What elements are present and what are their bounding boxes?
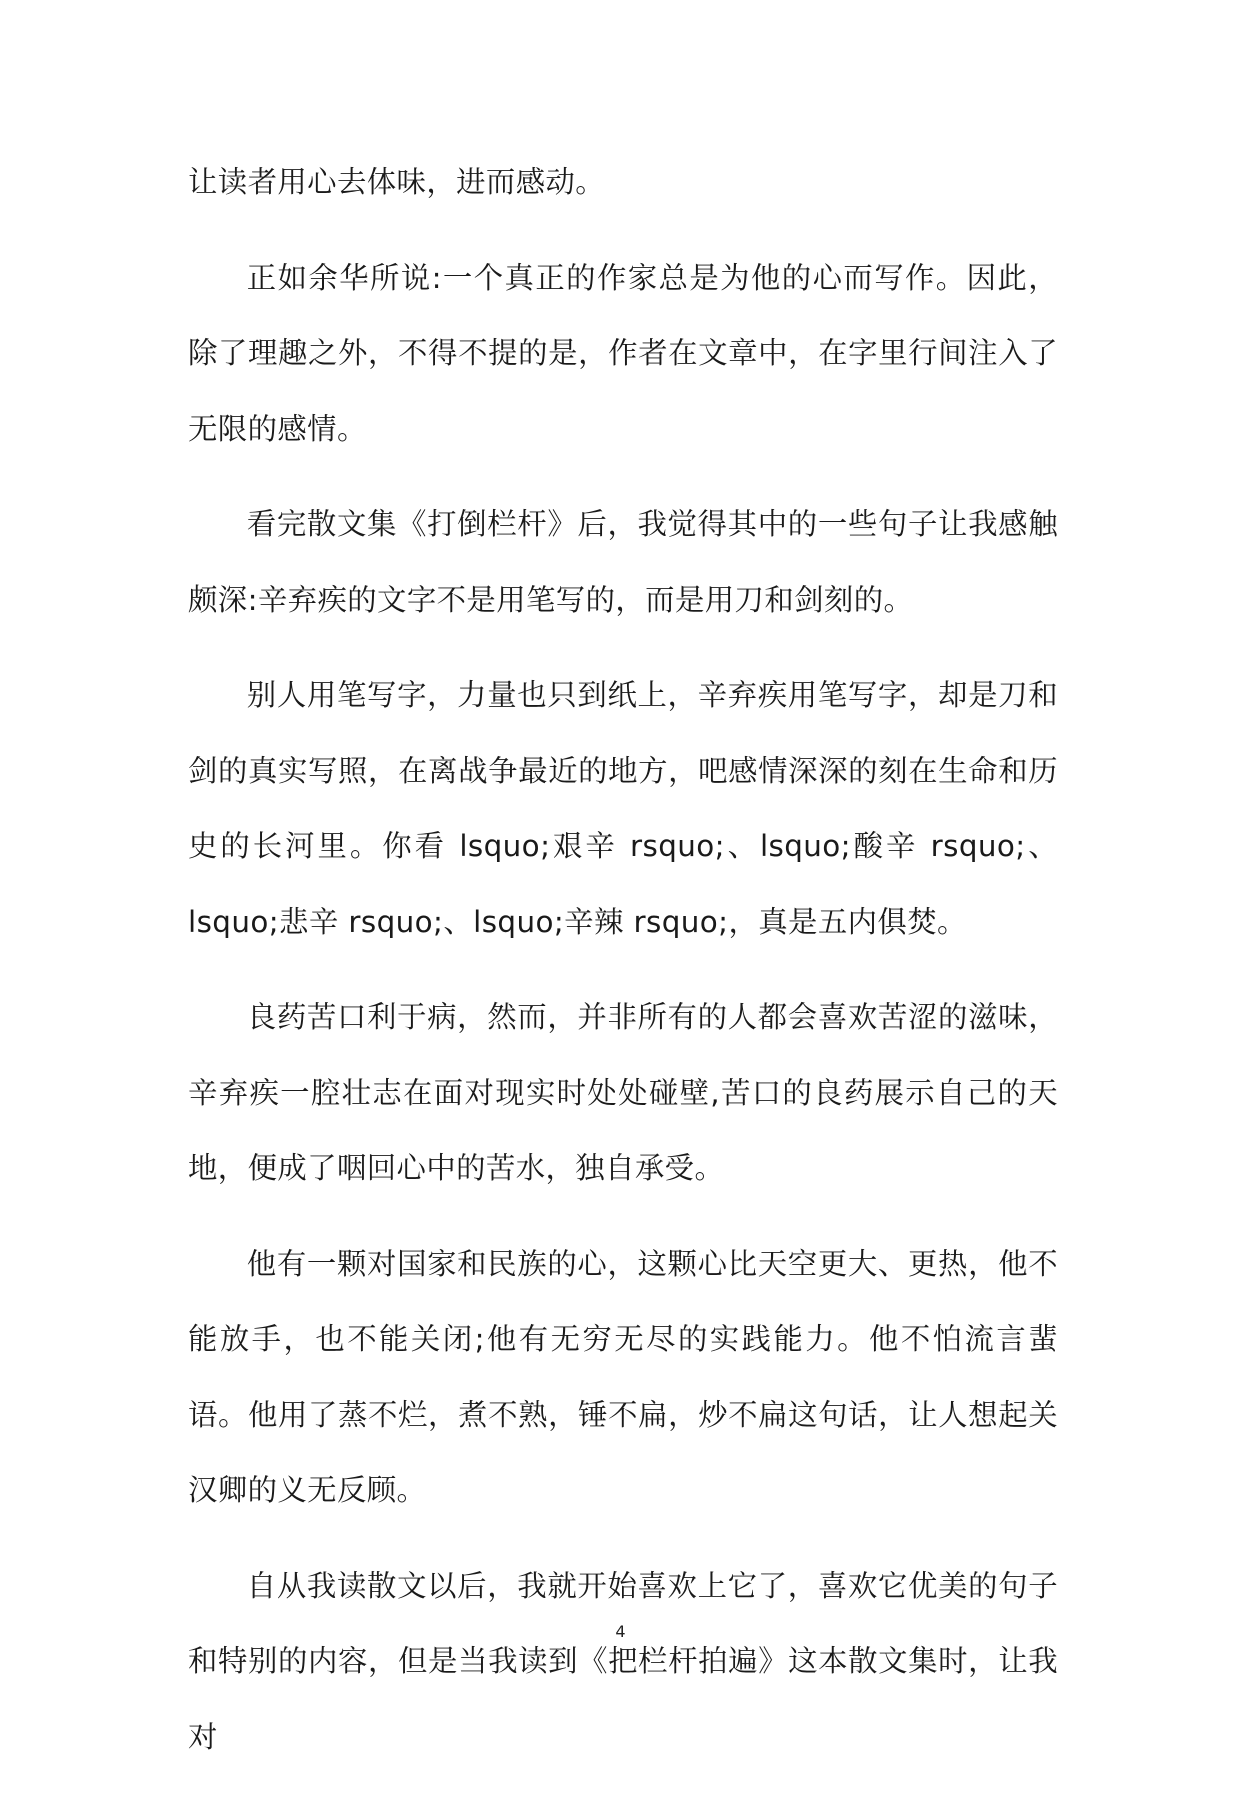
paragraph: 自从我读散文以后，我就开始喜欢上它了，喜欢它优美的句子和特别的内容，但是当我读到《把栏杆拍遍》这本散文集时，让我对 — [188, 1568, 1058, 1754]
page-number: 4 — [615, 1622, 626, 1641]
paragraph: 让读者用心去体味，进而感动。 — [188, 165, 606, 199]
paragraph: 看完散文集《打倒栏杆》后，我觉得其中的一些句子让我感触颇深:辛弃疾的文字不是用笔写的，而是用刀和剑刻的。 — [188, 507, 1058, 617]
paragraph: 正如余华所说:一个真正的作家总是为他的心而写作。因此，除了理趣之外，不得不提的是，作者在文章中，在字里行间注入了无限的感情。 — [188, 260, 1058, 446]
body-text — [188, 145, 1058, 1795]
paragraph: 良药苦口利于病，然而，并非所有的人都会喜欢苦涩的滋味，辛弃疾一腔壮志在面对现实时处处碰壁,苦口的良药展示自己的天地，便成了咽回心中的苦水，独自承受。 — [188, 1000, 1058, 1185]
paragraph: 他有一颗对国家和民族的心，这颗心比天空更大、更热，他不能放手，也不能关闭;他有无穷无尽的实践能力。他不怕流言蜚语。他用了蒸不烂，煮不熟，锤不扁，炒不扁这句话，让人想起关汉卿的义无反顾。 — [188, 1246, 1058, 1507]
paragraph: 别人用笔写字，力量也只到纸上，辛弃疾用笔写字，却是刀和剑的真实写照，在离战争最近的地方，吧感情深深的刻在生命和历史的长河里。你看 lsquo;艰辛 rsquo;、lsquo;酸辛 rsquo;、lsquo;悲辛 rsquo;、lsquo;辛辣 rsquo;，真是五内俱焚。 — [188, 678, 1058, 939]
